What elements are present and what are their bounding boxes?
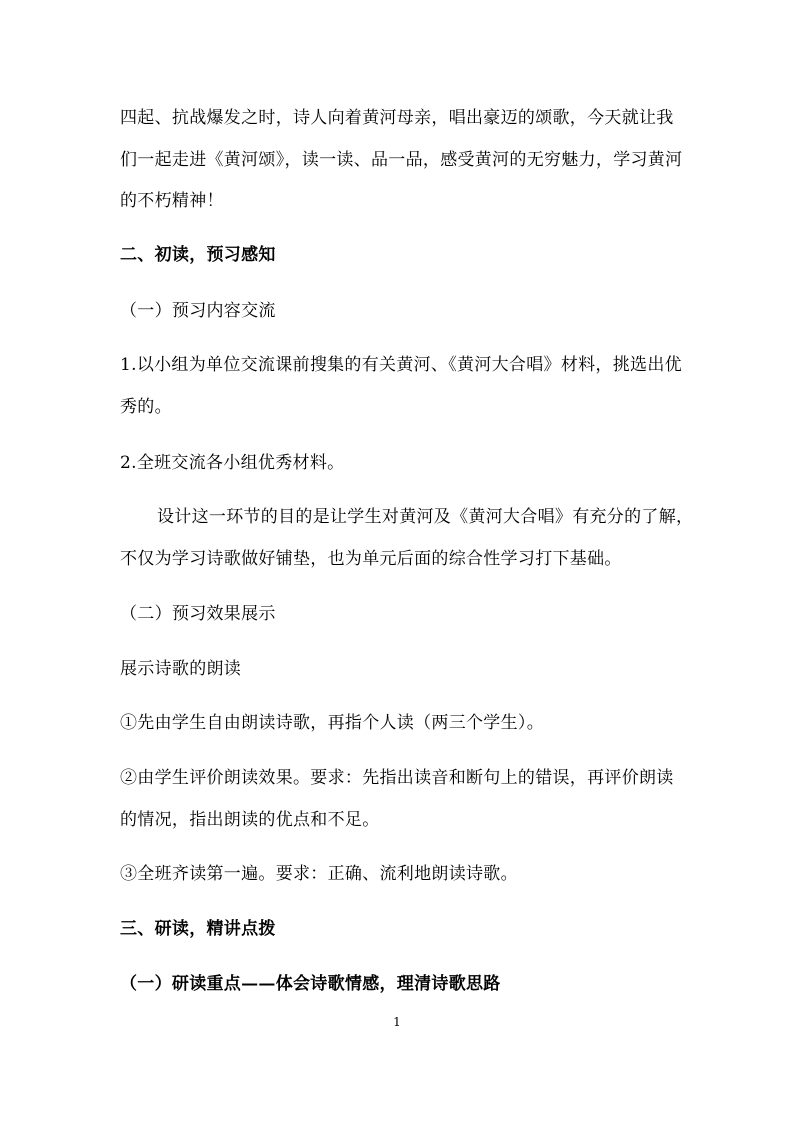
- page-number: 1: [393, 1015, 401, 1029]
- paragraph-intro-line-3: 的不朽精神！: [120, 191, 224, 211]
- subsection-heading-preview-display: （二）预习效果展示: [120, 604, 276, 624]
- step-2-line-1: ②由学生评价朗读效果。要求：先指出读音和断句上的错误，再评价朗读: [120, 768, 674, 788]
- subsection-heading-research: （一）研读重点——体会诗歌情感，理清诗歌思路: [120, 974, 501, 994]
- list-item-1-line-1: 1.以小组为单位交流课前搜集的有关黄河、《黄河大合唱》材料，挑选出优: [120, 355, 682, 375]
- paragraph-intro-line-1: 四起、抗战爆发之时，诗人向着黄河母亲，唱出豪迈的颂歌，今天就让我: [120, 108, 674, 128]
- step-3: ③全班齐读第一遍。要求：正确、流利地朗读诗歌。: [120, 864, 518, 884]
- subsection-heading-preview-exchange: （一）预习内容交流: [120, 301, 276, 321]
- step-1: ①先由学生自由朗读诗歌，再指个人读（两三个学生）。: [120, 713, 544, 733]
- list-item-2: 2.全班交流各小组优秀材料。: [120, 453, 345, 473]
- list-item-1-line-2: 秀的。: [120, 397, 172, 417]
- step-2-line-2: 的情况，指出朗读的优点和不足。: [120, 810, 380, 830]
- display-reading-label: 展示诗歌的朗读: [120, 659, 242, 679]
- paragraph-intro-line-2: 们一起走进《黄河颂》，读一读、品一品，感受黄河的无穷魅力，学习黄河: [120, 150, 683, 170]
- section-heading-3: 三、研读，精讲点拨: [120, 919, 276, 939]
- design-note-line-1: 设计这一环节的目的是让学生对黄河及《黄河大合唱》有充分的了解，: [157, 507, 694, 527]
- design-note-line-2: 不仅为学习诗歌做好铺垫，也为单元后面的综合性学习打下基础。: [120, 549, 622, 569]
- section-heading-2: 二、初读，预习感知: [120, 245, 276, 265]
